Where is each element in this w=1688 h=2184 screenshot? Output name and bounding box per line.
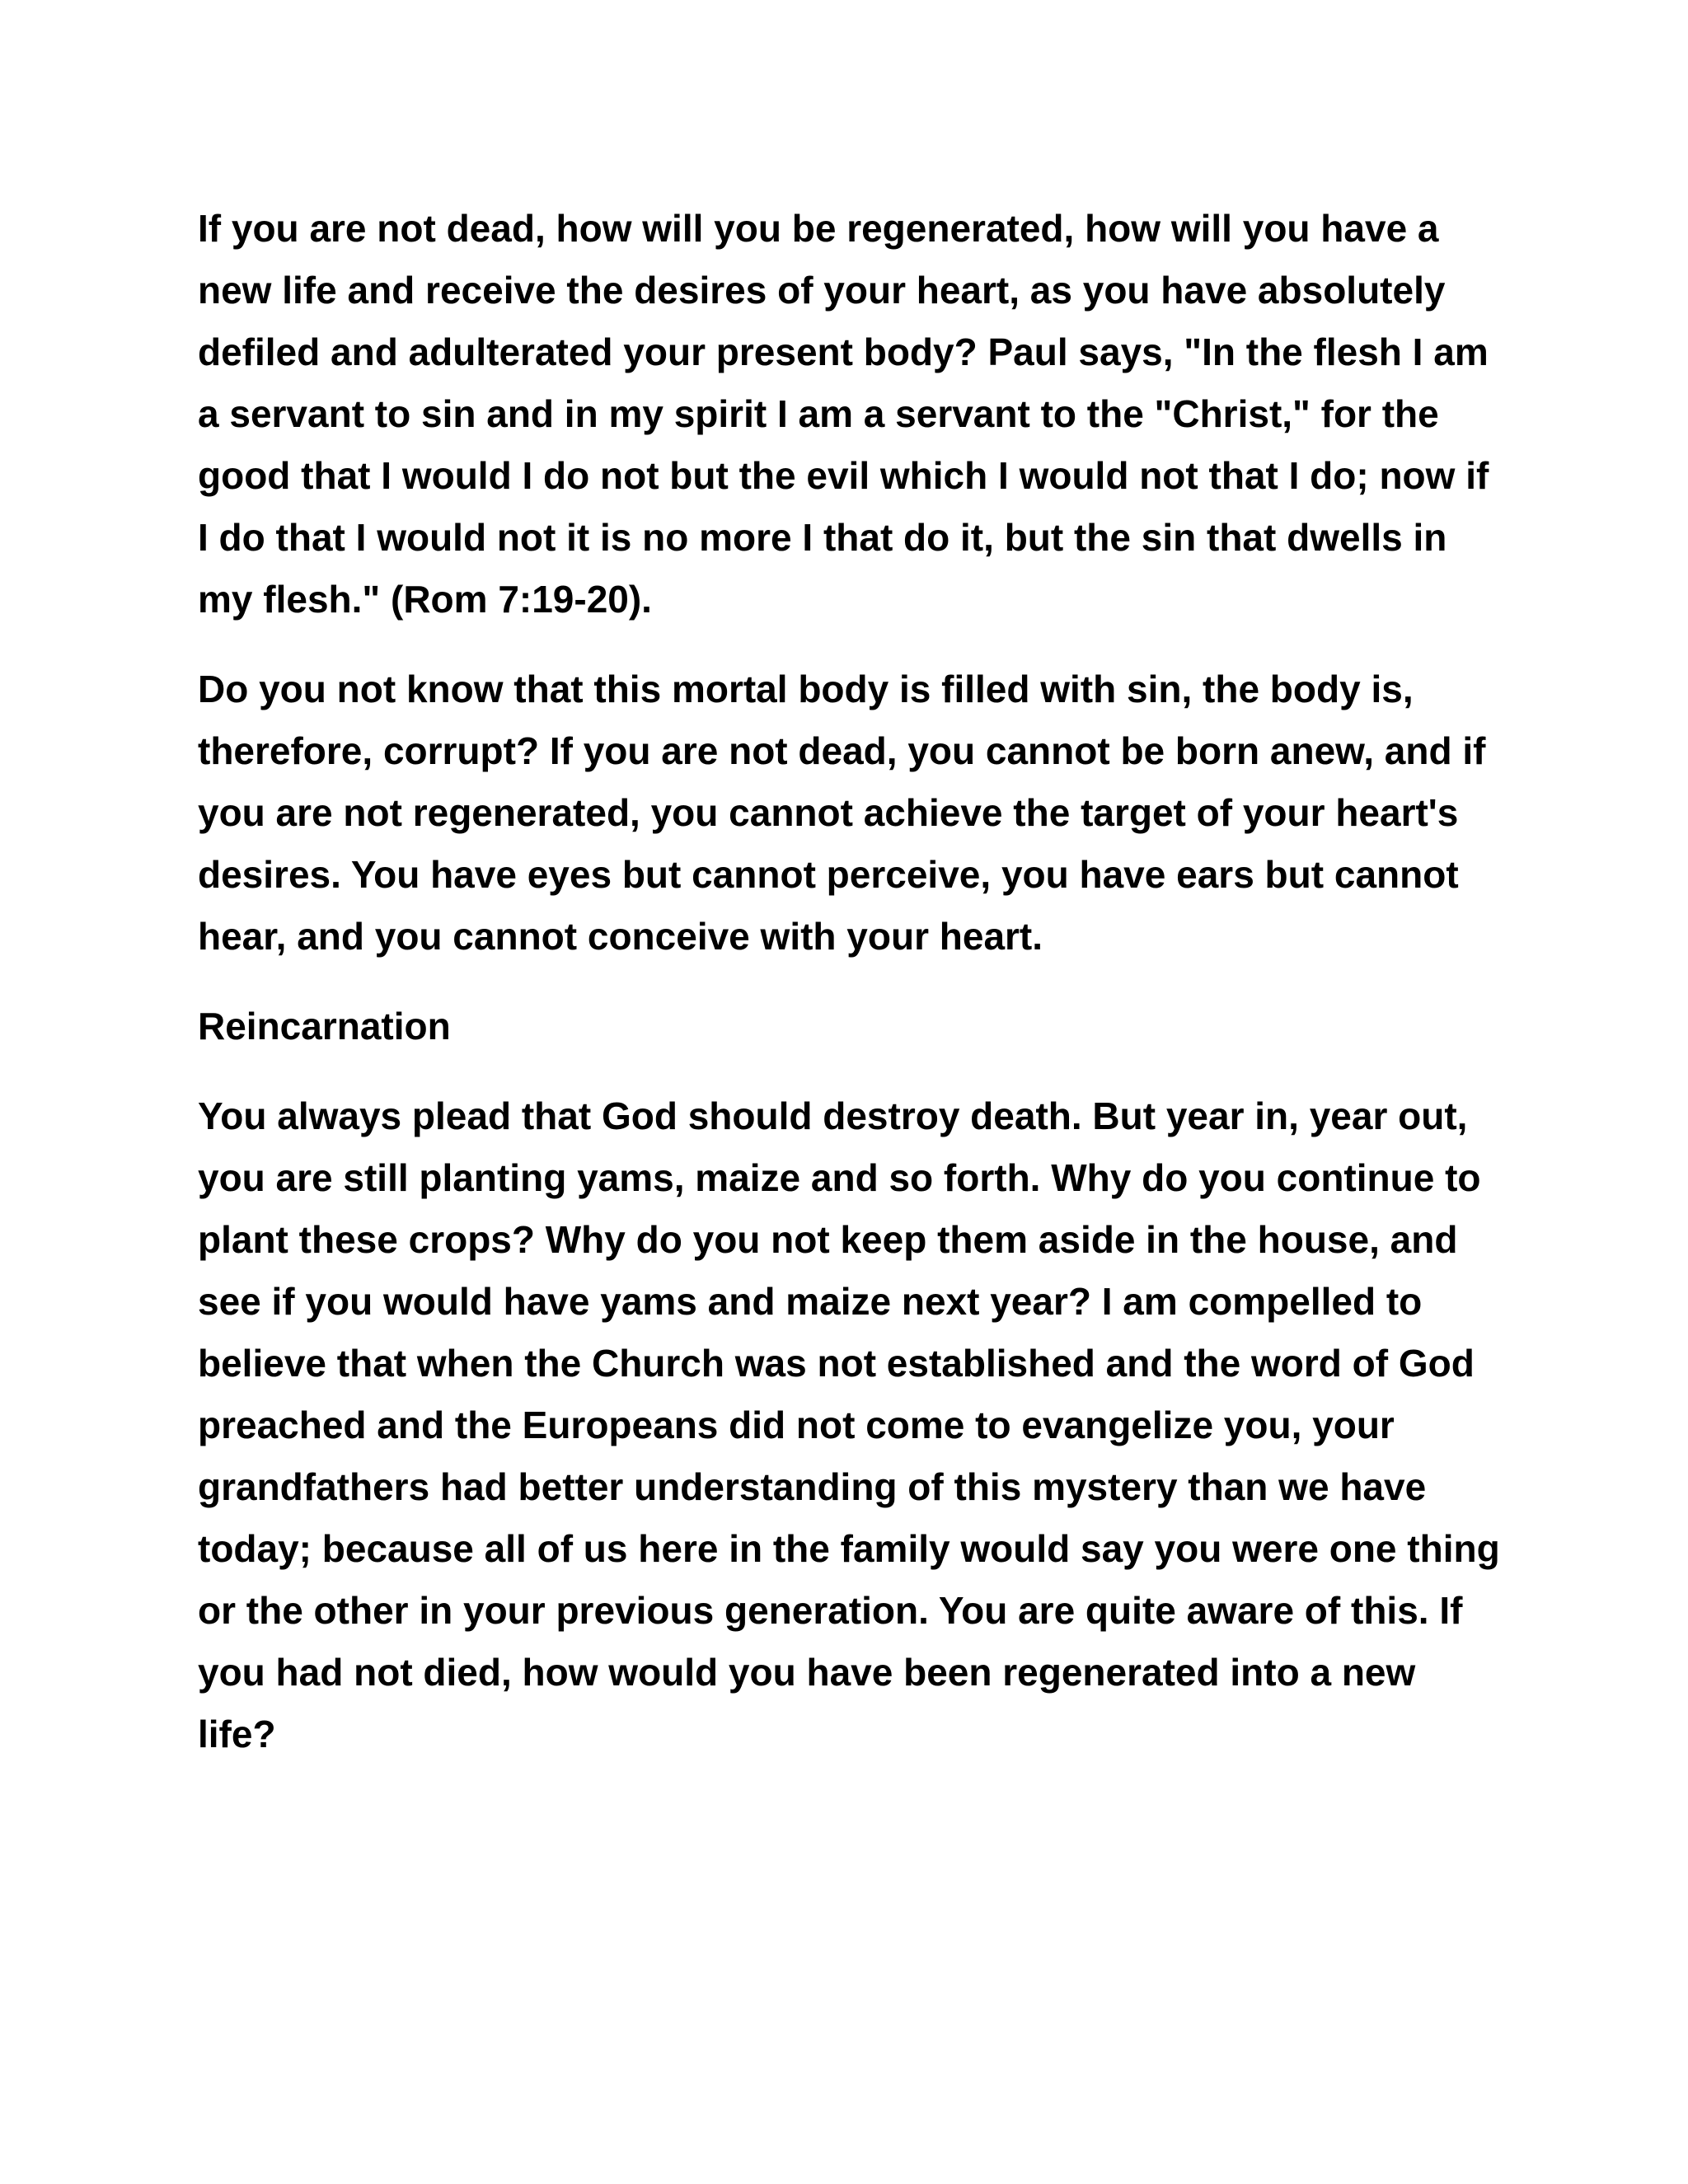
paragraph-2: Do you not know that this mortal body is filled with sin, the body is, therefore, corrupt? If you are not dead, you cannot be born anew, and if you are not regenerated, you cannot achieve the target of your heart's desires. You have eyes but cannot perceive, you have ears but cannot hear, and you cannot conceive with your heart. (198, 668, 1486, 958)
section-heading-reincarnation: Reincarnation (198, 1005, 451, 1047)
page-content (198, 198, 1500, 1793)
paragraph-3: You always plead that God should destroy death. But year in, year out, you are still planting yams, maize and so forth. Why do you continue to plant these crops? Why do you not keep them aside in the house, and see if you would have yams and maize next year? I am compelled to believe that when the Church was not established and the word of God preached and the Europeans did not come to evangelize you, your grandfathers had better understanding of this mystery than we have today; because all of us here in the family would say you were one thing or the other in your previous generation. You are quite aware of this. If you had not died, how would you have been regenerated into a new life? (198, 1094, 1500, 1755)
paragraph-1: If you are not dead, how will you be regenerated, how will you have a new life and receive the desires of your heart, as you have absolutely defiled and adulterated your present body? Paul says, "In the flesh I am a servant to sin and in my spirit I am a servant to the "Christ," for the good that I would I do not but the evil which I would not that I do; now if I do that I would not it is no more I that do it, but the sin that dwells in my flesh." (Rom 7:19-20). (198, 207, 1489, 621)
